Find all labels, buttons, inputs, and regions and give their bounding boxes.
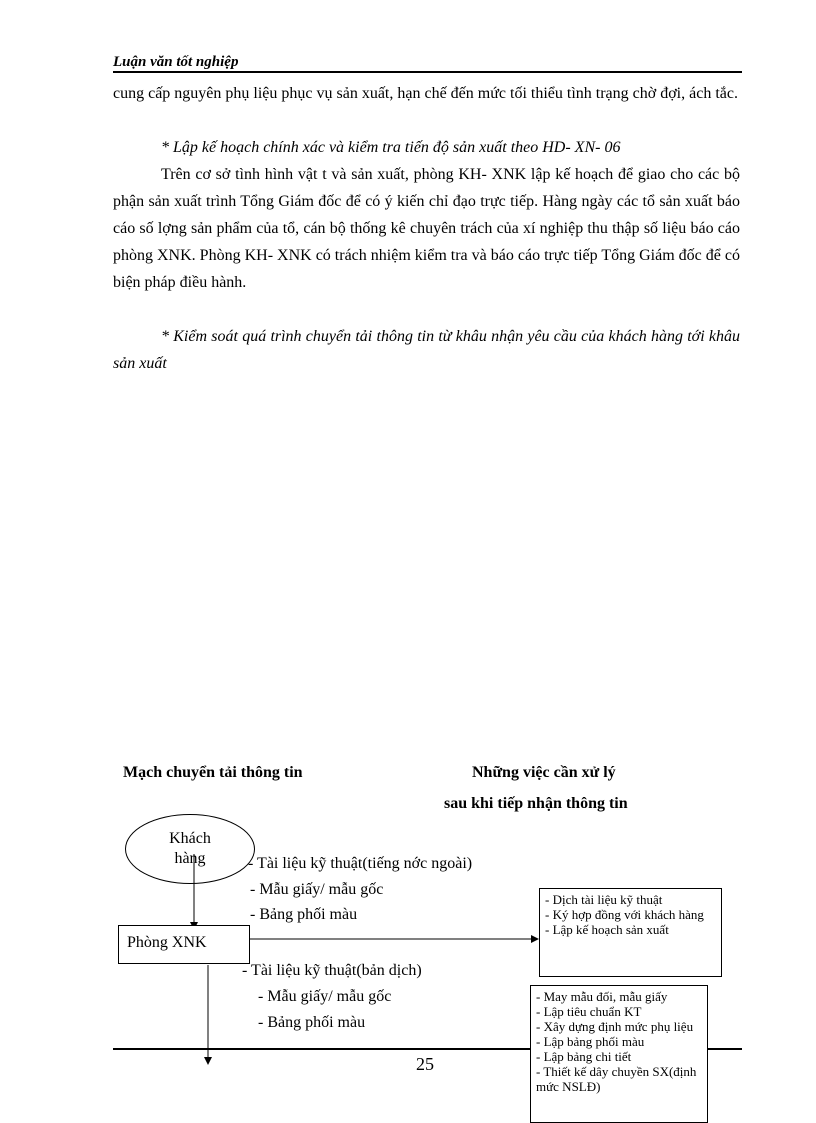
customer-node [125, 814, 255, 884]
customer-label-line2: hàng [174, 850, 206, 867]
flow2-item-2: - Mẫu giấy/ mẫu gốc [258, 988, 392, 1005]
flow1-item-1: - Tài liệu kỹ thuật(tiếng nớc ngoài) [248, 855, 473, 872]
paragraph-continuation: cung cấp nguyên phụ liệu phục vụ sản xuất, hạn chế đến mức tối thiểu tình trạng chờ đợi, ách tắc. [113, 85, 738, 102]
tasks-next-box [530, 985, 708, 1123]
paragraph-plan-heading: * Lập kế hoạch chính xác và kiểm tra tiến độ sản xuất theo HD- XN- 06 [161, 139, 621, 156]
flow1-item-3: - Bảng phối màu [250, 906, 358, 923]
tasks-next-item-1: - May mẫu đối, mẫu giấy [536, 989, 668, 1004]
xnk-box-label: Phòng XNK [127, 934, 207, 951]
tasks-xnk-item-3: - Lập kế hoạch sản xuất [545, 922, 669, 937]
paragraph-control-heading: * Kiểm soát quá trình chuyển tải thông tin từ khâu nhận yêu cầu của khách hàng tới khâu sản xuất [113, 328, 740, 372]
flow2-item-1: - Tài liệu kỹ thuật(bản dịch) [242, 962, 422, 979]
page-number: 25 [416, 1054, 434, 1074]
tasks-next-item-4: - Lập bảng phối màu [536, 1034, 645, 1049]
xnk-box [118, 925, 250, 964]
tasks-xnk-item-2: - Ký hợp đồng với khách hàng [545, 907, 704, 922]
tasks-next-item-3: - Xây dựng định mức phụ liệu [536, 1019, 694, 1034]
tasks-next-item-6: - Thiết kế dây chuyền SX(định mức NSLĐ) [536, 1064, 697, 1094]
flow1-item-2: - Mẫu giấy/ mẫu gốc [250, 881, 384, 898]
tasks-next-item-5: - Lập bảng chi tiết [536, 1049, 632, 1064]
tasks-xnk-box [539, 888, 722, 977]
diagram-left-title: Mạch chuyển tải thông tin [123, 764, 303, 781]
tasks-xnk-item-1: - Dịch tài liệu kỹ thuật [545, 892, 663, 907]
running-header: Luận văn tốt nghiệp [113, 54, 239, 70]
tasks-next-item-2: - Lập tiêu chuẩn KT [536, 1004, 642, 1019]
paragraph-plan-body: Trên cơ sở tình hình vật t và sản xuất, phòng KH- XNK lập kế hoạch để giao cho các bộ phận sản xuất trình Tổng Giám đốc để có ý kiến chỉ đạo trực tiếp. Hàng ngày các tổ sản xuất báo cáo số lợng sản phẩm của tổ, cán bộ thống kê chuyên trách của xí nghiệp thu thập số liệu báo cáo phòng XNK. Phòng KH- XNK có trách nhiệm kiểm tra và báo cáo trực tiếp Tổng Giám đốc để có biện pháp điều hành. [113, 166, 740, 291]
flow2-item-3: - Bảng phối màu [258, 1014, 366, 1031]
customer-label-line1: Khách [169, 830, 211, 847]
diagram-right-title-line2: sau khi tiếp nhận thông tin [444, 795, 628, 812]
diagram-right-title-line1: Những việc cần xử lý [472, 764, 616, 781]
